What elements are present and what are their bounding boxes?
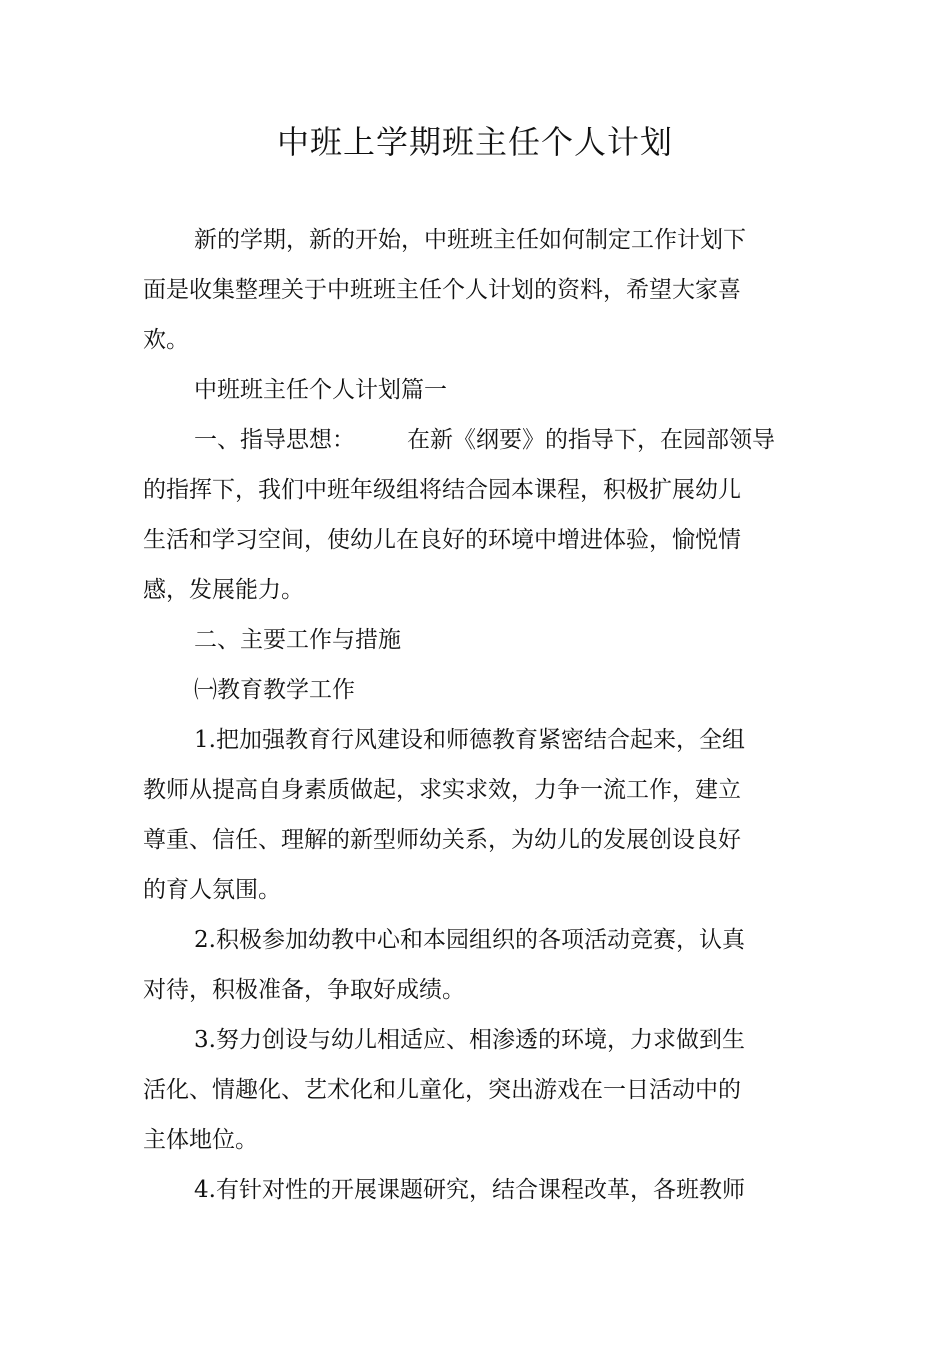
item-1-line-2: 教师从提高自身素质做起，求实求效，力争一流工作，建立: [143, 777, 741, 803]
section-heading-plan-1: 中班班主任个人计划篇一: [194, 377, 447, 403]
intro-line-2: 面是收集整理关于中班班主任个人计划的资料，希望大家喜: [143, 277, 741, 303]
guiding-ideology-line-4: 感，发展能力。: [143, 577, 304, 603]
page-title: 中班上学期班主任个人计划: [276, 123, 673, 161]
item-3-line-2: 活化、情趣化、艺术化和儿童化，突出游戏在一日活动中的: [143, 1077, 741, 1103]
intro-line-1: 新的学期，新的开始，中班班主任如何制定工作计划下: [194, 227, 746, 253]
item-4-line-1: 4.有针对性的开展课题研究，结合课程改革，各班教师: [194, 1177, 745, 1203]
section-heading-main-work: 二、主要工作与措施: [194, 627, 401, 653]
item-2-line-2: 对待，积极准备，争取好成绩。: [143, 977, 465, 1003]
item-1-line-4: 的育人氛围。: [143, 877, 281, 903]
subsection-heading-teaching: ㈠教育教学工作: [194, 677, 355, 703]
item-1-line-1: 1.把加强教育行风建设和师德教育紧密结合起来，全组: [194, 727, 745, 753]
intro-line-3: 欢。: [143, 327, 189, 353]
item-1-line-3: 尊重、信任、理解的新型师幼关系，为幼儿的发展创设良好: [143, 827, 741, 853]
guiding-ideology-heading: 一、指导思想：: [194, 427, 355, 453]
guiding-ideology-line-2: 的指挥下，我们中班年级组将结合园本课程，积极扩展幼儿: [143, 477, 741, 503]
guiding-ideology-line-3: 生活和学习空间，使幼儿在良好的环境中增进体验，愉悦情: [143, 527, 741, 553]
item-3-line-3: 主体地位。: [143, 1127, 258, 1153]
item-2-line-1: 2.积极参加幼教中心和本园组织的各项活动竞赛，认真: [194, 927, 745, 953]
item-3-line-1: 3.努力创设与幼儿相适应、相渗透的环境，力求做到生: [194, 1027, 745, 1053]
guiding-ideology-line-1: [194, 423, 775, 457]
guiding-ideology-text: 在新《纲要》的指导下，在园部领导: [407, 427, 775, 453]
